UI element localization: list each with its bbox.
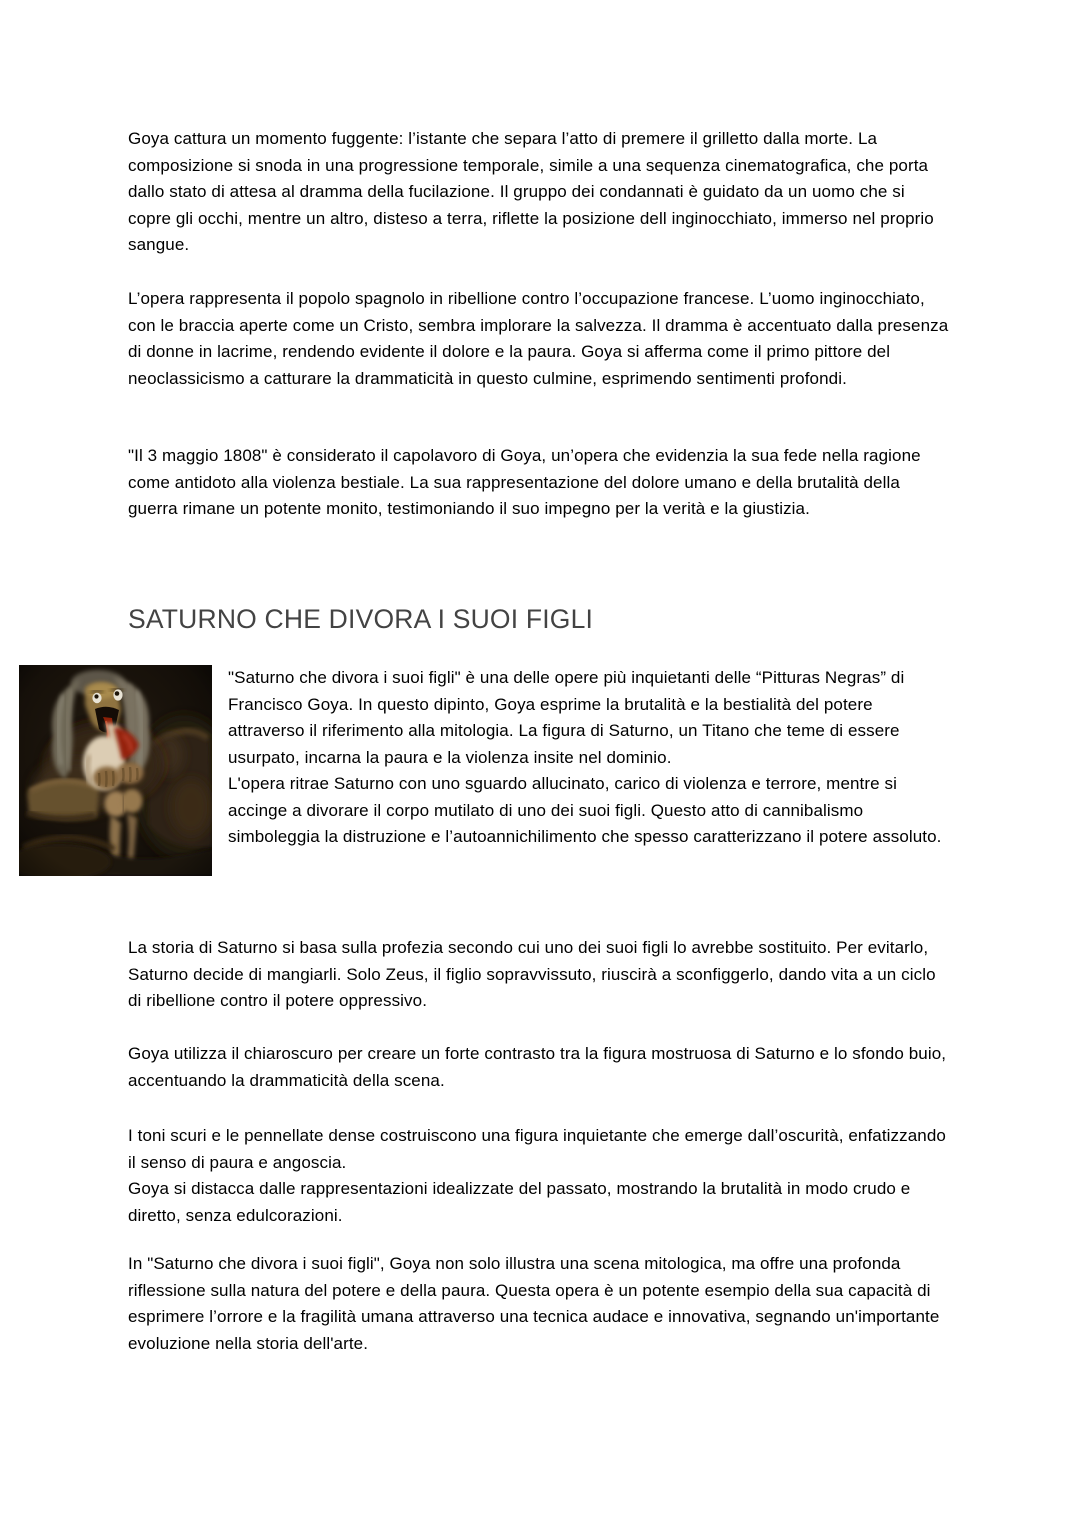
paragraph-toni-scuri: I toni scuri e le pennellate dense costruiscono una figura inquietante che emerge dall’oscurità, enfatizzando il senso di paura e angoscia. [128, 1126, 946, 1172]
paragraph-chiaroscuro: Goya utilizza il chiaroscuro per creare un forte contrasto tra la figura mostruosa di Saturno e lo sfondo buio, accentuando la drammaticità della scena. [128, 1044, 947, 1090]
saturn-painting-image [19, 665, 212, 876]
figure-wrapped-text [228, 665, 950, 851]
figure-with-wrapped-text [19, 665, 950, 876]
paragraph-conclusione: In "Saturno che divora i suoi figli", Goya non solo illustra una scena mitologica, ma offre una profonda riflessione sulla natura del potere e della paura. Questa opera è un potente esempio della sua capacità di esprimere l’orrore e la fragilità umana attraverso una tecnica audace e innovativa, segnando un'importante evoluzione nella storia dell'arte. [128, 1254, 940, 1353]
paragraph-popolo-spagnolo: L’opera rappresenta il popolo spagnolo in ribellione contro l’occupazione francese. L’uomo inginocchiato, con le braccia aperte come un Cristo, sembra implorare la salvezza. Il dramma è accentuato dalla presenza di donne in lacrime, rendendo evidente il dolore e la paura. Goya si afferma come il primo pittore del neoclassicismo a catturare la drammaticità in questo culmine, esprimendo sentimenti profondi. [128, 289, 949, 388]
paragraph-distacco-idealizzazioni: Goya si distacca dalle rappresentazioni idealizzate del passato, mostrando la brutalità in modo crudo e diretto, senza edulcorazioni. [128, 1179, 911, 1225]
paragraph-goya-moment: Goya cattura un momento fuggente: l’istante che separa l’atto di premere il grilletto dalla morte. La composizione si snoda in una progressione temporale, simile a una sequenza cinematografica, che porta dallo stato di attesa al dramma della fucilazione. Il gruppo dei condannati è guidato da un uomo che si copre gli occhi, mentre un altro, disteso a terra, riflette la posizione dell inginocchiato, immerso nel proprio sangue. [128, 129, 934, 254]
paragraph-sguardo-allucinato: L'opera ritrae Saturno con uno sguardo allucinato, carico di violenza e terrore, mentre si accinge a divorare il corpo mutilato di uno dei suoi figli. Questo atto di cannibalismo simboleggia la distruzione e l’autoannichilimento che spesso caratterizzano il potere assoluto. [228, 774, 942, 846]
section-heading-saturno: SATURNO CHE DIVORA I SUOI FIGLI [128, 604, 594, 634]
paragraph-3-maggio-1808: "Il 3 maggio 1808" è considerato il capolavoro di Goya, un’opera che evidenzia la sua fede nella ragione come antidoto alla violenza bestiale. La sua rappresentazione del dolore umano e della brutalità della guerra rimane un potente monito, testimoniando il suo impegno per la verità e la giustizia. [128, 446, 921, 518]
paragraph-pitturas-negras: "Saturno che divora i suoi figli" è una delle opere più inquietanti delle “Pitturas Negras” di Francisco Goya. In questo dipinto, Goya esprime la brutalità e la bestialità del potere attraverso il riferimento alla mitologia. La figura di Saturno, un Titano che teme di essere usurpato, incarna la paura e la violenza insite nel dominio. [228, 668, 905, 767]
saturn-painting-svg [19, 665, 212, 876]
paragraph-storia-saturno: La storia di Saturno si basa sulla profezia secondo cui uno dei suoi figli lo avrebbe sostituito. Per evitarlo, Saturno decide di mangiarli. Solo Zeus, il figlio sopravvissuto, riuscirà a sconfiggerlo, dando vita a un ciclo di ribellione contro il potere oppressivo. [128, 938, 936, 1010]
paragraph-toni-scuri-block [128, 1123, 952, 1229]
